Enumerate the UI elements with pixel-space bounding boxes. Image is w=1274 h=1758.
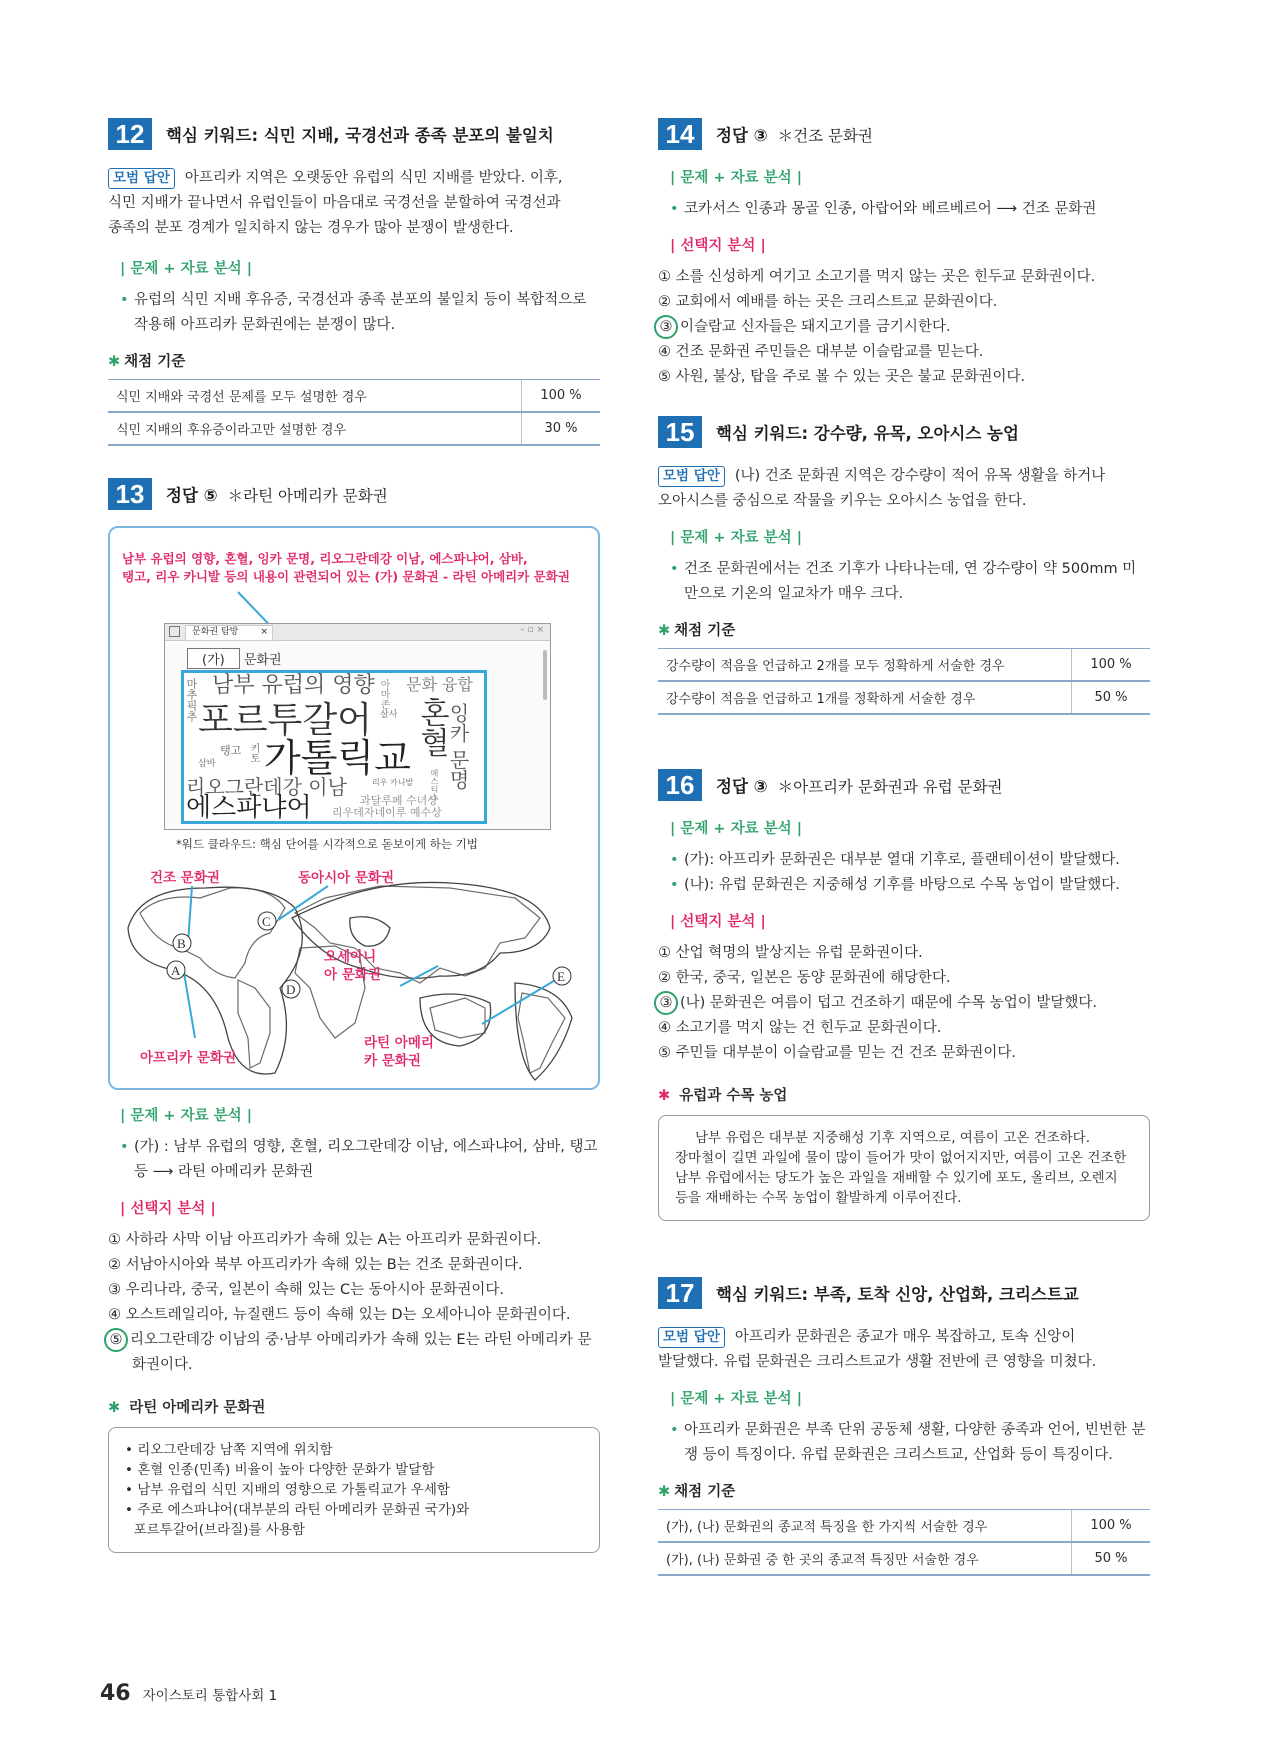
q15-answer-line2: 오아시스를 중심으로 작물을 키우는 오아시스 농업을 한다. [658, 493, 1027, 509]
q17-answer-line1 [658, 1325, 1150, 1350]
criteria-text: 강수량이 적음을 언급하고 2개를 모두 정확하게 서술한 경우 [658, 649, 1072, 682]
table-row [658, 1510, 1150, 1543]
table-row [658, 1542, 1150, 1575]
map-label-latin: 라틴 아메리카 문화권 [364, 1035, 434, 1069]
map-point-a: A [171, 963, 181, 978]
note-line: 남부 유럽에서는 당도가 높은 과일을 재배할 수 있기에 포도, 올리브, 오렌지 [675, 1170, 1118, 1186]
q13-bullet: • (가) : 남부 유럽의 영향, 혼혈, 리오그란데강 이남, 에스파냐어, 삼바, 탱고 등 ⟶ 라틴 아메리카 문화권 [108, 1135, 600, 1185]
q16-bullet-2: • (나): 유럽 문화권은 지중해성 기후를 바탕으로 수목 농업이 발달했다. [658, 873, 1150, 898]
note-line: 포르투갈어(브라질)를 사용함 [125, 1522, 305, 1538]
word-cloud [181, 670, 487, 824]
q15-number: 15 [658, 416, 702, 448]
q14-section1: | 문제 + 자료 분석 | [670, 170, 803, 186]
q15-criteria-table [658, 648, 1150, 715]
q13-choice-3: ③ 우리나라, 중국, 일본이 속해 있는 C는 동아시아 문화권이다. [108, 1282, 504, 1298]
page-number: 46 [100, 1681, 131, 1706]
note-line: 장마철이 길면 과일에 물이 많이 들어가 맛이 없어지지만, 여름이 고온 건조한 [675, 1150, 1127, 1166]
map-label-africa: 아프리카 문화권 [140, 1050, 236, 1066]
q13-section2: | 선택지 분석 | [120, 1201, 216, 1217]
q12-answer-line2: 식민 지배가 끝나면서 유럽인들이 마음대로 국경선을 분할하여 국경선과 [108, 195, 561, 211]
q15-answer-line1 [658, 464, 1150, 489]
q13-choice-5 [108, 1328, 600, 1378]
window-scrollbar[interactable] [543, 650, 547, 700]
q13-title [166, 482, 388, 506]
table-row [658, 681, 1150, 714]
q17-header [658, 1277, 1150, 1309]
criteria-text: 식민 지배와 국경선 문제를 모두 설명한 경우 [108, 380, 522, 413]
q16-section1: | 문제 + 자료 분석 | [670, 821, 803, 837]
q17-bullet: • 아프리카 문화권은 부족 단위 공동체 생활, 다양한 종족과 언어, 빈번한 분쟁 등이 특징이다. 유럽 문화권은 크리스트교, 산업화 등이 특징이다. [658, 1418, 1150, 1468]
wc-word: 아마존 [378, 679, 389, 709]
q13-header [108, 478, 600, 510]
wc-word: 삼바 [198, 759, 216, 769]
q16-choice-3 [658, 991, 1150, 1016]
q17-title: 핵심 키워드: 부족, 토착 신앙, 산업화, 크리스트교 [716, 1285, 1079, 1304]
q14-choice-4: ④ 건조 문화권 주민들은 대부분 이슬람교를 믿는다. [658, 344, 984, 360]
criteria-score: 100 % [1072, 649, 1151, 682]
star-icon: ✱ [658, 1088, 671, 1104]
q14-choice-3 [658, 315, 1150, 340]
q16-note-title-text: 유럽과 수목 농업 [679, 1088, 788, 1104]
criteria-text: 식민 지배의 후유증이라고만 설명한 경우 [108, 412, 522, 445]
window-tab-label: 문화권 탐방 [192, 627, 239, 637]
q15-criteria-title [658, 619, 1150, 640]
left-column [108, 118, 600, 1553]
q14-header [658, 118, 1150, 150]
wc-word: 살사 [380, 710, 398, 720]
book-title: 자이스토리 통합사회 1 [142, 1688, 278, 1704]
q14-choice-3-text: 이슬람교 신자들은 돼지고기를 금기시한다. [680, 319, 951, 335]
q15-criteria-title-text: 채점 기준 [674, 623, 736, 639]
q13-caption-line1: 남부 유럽의 영향, 혼혈, 잉카 문명, 리오그란데강 이남, 에스파냐어, 삼바, [122, 551, 528, 566]
window-label: 문화권 [243, 653, 282, 668]
correct-answer-circle: ③ [654, 991, 678, 1015]
q12-header [108, 118, 600, 150]
q16-choice-5: ⑤ 주민들 대부분이 이슬람교를 믿는 건 건조 문화권이다. [658, 1045, 1017, 1061]
wc-word: 키토 [248, 743, 259, 763]
criteria-text: (가), (나) 문화권의 종교적 특징을 한 가지씩 서술한 경우 [658, 1510, 1072, 1543]
q13-subtitle: ＊라틴 아메리카 문화권 [227, 487, 388, 505]
wc-word: 메스티소 [430, 769, 439, 801]
map-label-eastasia: 동아시아 문화권 [298, 870, 394, 886]
q14-title-text: 정답 ③ [716, 126, 768, 145]
q17-number: 17 [658, 1277, 702, 1309]
q12-criteria-table [108, 379, 600, 446]
q13-window [164, 623, 551, 830]
q14-choice-2: ② 교회에서 예배를 하는 곳은 크리스트교 문화권이다. [658, 294, 998, 310]
q12-answer-text1: 아프리카 지역은 오랫동안 유럽의 식민 지배를 받았다. 이후, [184, 170, 563, 186]
window-titlebar [165, 624, 550, 641]
q13-choice-2: ② 서남아시아와 북부 아프리카가 속해 있는 B는 건조 문화권이다. [108, 1257, 523, 1273]
wordcloud-note: *워드 클라우드: 핵심 단어를 시각적으로 돋보이게 하는 기법 [176, 837, 478, 851]
wc-word: 과달루페 수녀상 [360, 794, 438, 807]
q15-bullet: • 건조 문화권에서는 건조 기후가 나타나는데, 연 강수량이 약 500mm 미만으로 기온의 일교차가 매우 크다. [658, 557, 1150, 607]
q16-choice-4: ④ 소고기를 먹지 않는 건 힌두교 문화권이다. [658, 1020, 942, 1036]
note-line: • 리오그란데강 남쪽 지역에 위치함 [125, 1442, 333, 1458]
q13-caption-line2: 탱고, 리우 카니발 등의 내용이 관련되어 있는 (가) 문화권 - 라틴 아메리카 문화권 [122, 569, 570, 584]
q15-answer-text1: (나) 건조 문화권 지역은 강수량이 적어 유목 생활을 하거나 [734, 468, 1106, 484]
note-line: • 주로 에스파냐어(대부분의 라틴 아메리카 문화권 국가)와 [125, 1502, 470, 1518]
star-icon: ✱ [658, 1484, 671, 1500]
q16-section2: | 선택지 분석 | [670, 914, 766, 930]
wc-word: 탱고 [220, 744, 242, 757]
wc-word: 리우 카니발 [372, 778, 414, 787]
q16-choice-1: ① 산업 혁명의 발상지는 유럽 문화권이다. [658, 945, 923, 961]
q17-answer-line2: 발달했다. 유럽 문화권은 크리스트교가 생활 전반에 큰 영향을 미쳤다. [658, 1354, 1097, 1370]
q14-title [716, 122, 873, 146]
q16-note-box [658, 1115, 1150, 1221]
window-label-box: (가) [187, 648, 240, 669]
note-line: • 혼혈 인종(민족) 비율이 높아 다양한 문화가 발달함 [125, 1462, 435, 1478]
q15-model-answer-badge: 모범 답안 [658, 466, 725, 487]
q12-number: 12 [108, 118, 152, 150]
window-label-row [187, 648, 282, 669]
q12-criteria-title [108, 350, 600, 371]
q12-section: | 문제 + 자료 분석 | [120, 261, 253, 277]
q13-choice-1: ① 사하라 사막 이남 아프리카가 속해 있는 A는 아프리카 문화권이다. [108, 1232, 542, 1248]
map-label-oceania: 오세아니아 문화권 [324, 949, 381, 983]
q16-subtitle: ＊아프리카 문화권과 유럽 문화권 [777, 778, 1003, 796]
q15-title: 핵심 키워드: 강수량, 유목, 오아시스 농업 [716, 424, 1019, 443]
q17-model-answer-badge: 모범 답안 [658, 1327, 725, 1348]
wc-word: 리우데자네이루 예수상 [332, 806, 442, 819]
star-icon: ✱ [108, 1400, 121, 1416]
q13-number: 13 [108, 478, 152, 510]
q12-bullet: • 유럽의 식민 지배 후유증, 국경선과 종족 분포의 불일치 등이 복합적으로 작용해 아프리카 문화권에는 분쟁이 많다. [108, 288, 600, 338]
star-icon: ✱ [658, 623, 671, 639]
note-line: 등을 재배하는 수목 농업이 활발하게 이루어진다. [675, 1190, 962, 1206]
map-label-dry: 건조 문화권 [150, 870, 220, 886]
map-point-e: E [557, 969, 565, 984]
criteria-score: 50 % [1072, 681, 1151, 714]
q12-answer-line3: 종족의 분포 경계가 일치하지 않는 경우가 많아 분쟁이 발생한다. [108, 220, 514, 236]
q12-title: 핵심 키워드: 식민 지배, 국경선과 종족 분포의 불일치 [166, 126, 554, 145]
window-controls-icon[interactable]: – ▫ × [520, 625, 544, 635]
window-tab[interactable] [185, 625, 273, 641]
q14-subtitle: ＊건조 문화권 [777, 127, 873, 145]
q13-title-text: 정답 ⑤ [166, 486, 218, 505]
q16-title [716, 773, 1003, 797]
q17-answer-text1: 아프리카 문화권은 종교가 매우 복잡하고, 토속 신앙이 [734, 1329, 1076, 1345]
table-row [658, 649, 1150, 682]
criteria-score: 30 % [522, 412, 601, 445]
wc-word: 남부 유럽의 영향 [212, 673, 375, 698]
criteria-text: (가), (나) 문화권 중 한 곳의 종교적 특징만 서술한 경우 [658, 1542, 1072, 1575]
q15-header [658, 416, 1150, 448]
q16-bullet-1: • (가): 아프리카 문화권은 대부분 열대 기후로, 플랜테이션이 발달했다. [658, 848, 1150, 873]
criteria-text: 강수량이 적음을 언급하고 1개를 정확하게 서술한 경우 [658, 681, 1072, 714]
q14-number: 14 [658, 118, 702, 150]
q17-section: | 문제 + 자료 분석 | [670, 1391, 803, 1407]
wc-word: 문화 융합 [406, 675, 473, 694]
map-point-b: B [177, 936, 186, 951]
q13-note-title [108, 1396, 600, 1417]
criteria-score: 50 % [1072, 1542, 1151, 1575]
tab-close-icon[interactable]: × [260, 627, 268, 637]
q13-choice-5-text: 리오그란데강 이남의 중·남부 아메리카가 속해 있는 E는 라틴 아메리카 문화권이다. [130, 1332, 592, 1373]
q13-figure-box [108, 526, 600, 1090]
q16-title-text: 정답 ③ [716, 777, 768, 796]
window-icon [169, 626, 180, 637]
q14-choice-5: ⑤ 사원, 불상, 탑을 주로 볼 수 있는 곳은 불교 문화권이다. [658, 369, 1026, 385]
correct-answer-circle: ③ [654, 315, 678, 339]
q14-section2: | 선택지 분석 | [670, 238, 766, 254]
table-row [108, 380, 600, 413]
note-line: • 남부 유럽의 식민 지배의 영향으로 가톨릭교가 우세함 [125, 1482, 450, 1498]
q14-choice-1: ① 소를 신성하게 여기고 소고기를 먹지 않는 곳은 힌두교 문화권이다. [658, 269, 1096, 285]
q16-header [658, 769, 1150, 801]
note-line: 남부 유럽은 대부분 지중해성 기후 지역으로, 여름이 고온 건조하다. [695, 1130, 1091, 1146]
q14-bullet: • 코카서스 인종과 몽골 인종, 아랍어와 베르베르어 ⟶ 건조 문화권 [658, 197, 1150, 222]
wc-word: 에스파냐어 [186, 793, 312, 823]
q13-choice-4: ④ 오스트레일리아, 뉴질랜드 등이 속해 있는 D는 오세아니아 문화권이다. [108, 1307, 571, 1323]
wc-word: 가톨릭교 [264, 736, 411, 780]
q12-answer-line1 [108, 166, 600, 191]
star-icon: ✱ [108, 354, 121, 370]
criteria-score: 100 % [522, 380, 601, 413]
wc-word: 혼혈 [414, 697, 449, 757]
wc-word: 리오그란데강 이남 [186, 775, 347, 799]
page-footer [100, 1681, 277, 1706]
right-column [658, 118, 1150, 1576]
wc-word: 잉카 문명 [446, 703, 470, 790]
table-row [108, 412, 600, 445]
q16-choice-2: ② 한국, 중국, 일본은 동양 문화권에 해당한다. [658, 970, 951, 986]
q15-section: | 문제 + 자료 분석 | [670, 530, 803, 546]
q16-note-title [658, 1084, 1150, 1105]
q12-model-answer-badge: 모범 답안 [108, 168, 175, 189]
q13-note-title-text: 라틴 아메리카 문화권 [129, 1400, 266, 1416]
wc-word: 마추픽추 [185, 678, 198, 722]
q16-number: 16 [658, 769, 702, 801]
q13-section1: | 문제 + 자료 분석 | [120, 1108, 253, 1124]
q16-choice-3-text: (나) 문화권은 여름이 덥고 건조하기 때문에 수목 농업이 발달했다. [680, 995, 1097, 1011]
wc-word: 포르투갈어 [198, 700, 372, 741]
q13-note-box [108, 1427, 600, 1553]
map-point-c: C [262, 914, 271, 929]
criteria-score: 100 % [1072, 1510, 1151, 1543]
q17-criteria-title-text: 채점 기준 [674, 1484, 736, 1500]
correct-answer-circle: ⑤ [104, 1328, 128, 1352]
q12-criteria-title-text: 채점 기준 [124, 354, 186, 370]
q17-criteria-table [658, 1509, 1150, 1576]
q17-criteria-title [658, 1480, 1150, 1501]
map-point-d: D [286, 982, 296, 997]
